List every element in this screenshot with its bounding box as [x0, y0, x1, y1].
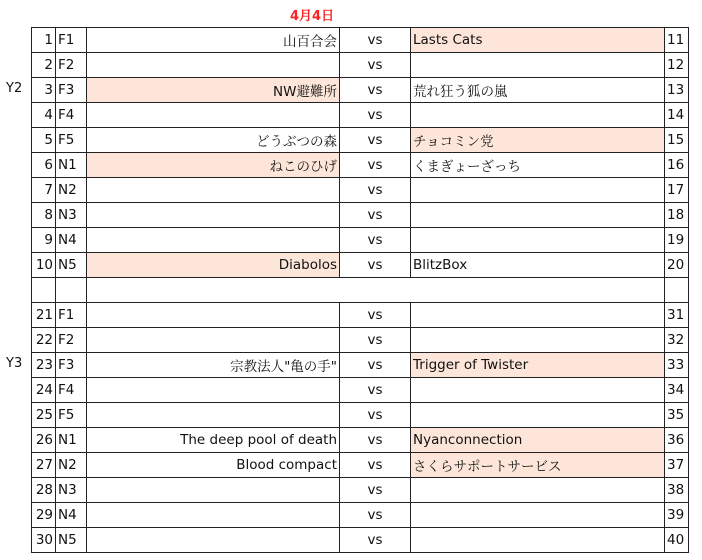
away-team-cell[interactable]: 荒れ狂う狐の嵐	[411, 78, 665, 103]
court-code-cell[interactable]: F4	[56, 103, 87, 128]
table-row	[32, 128, 689, 153]
away-team-cell[interactable]	[411, 103, 665, 128]
table-row	[32, 28, 689, 53]
away-team-cell[interactable]: Trigger of Twister	[411, 353, 665, 378]
court-code-cell[interactable]: N2	[56, 453, 87, 478]
table-row	[32, 53, 689, 78]
away-team-cell[interactable]: チョコミン党	[411, 128, 665, 153]
match-number-cell[interactable]: 8	[32, 203, 56, 228]
match-number-cell[interactable]: 6	[32, 153, 56, 178]
empty-cell[interactable]	[665, 278, 689, 303]
home-team-cell[interactable]: Blood compact	[87, 453, 340, 478]
away-team-cell[interactable]	[411, 53, 665, 78]
table-row	[32, 528, 689, 553]
home-team-cell[interactable]: 宗教法人"亀の手"	[87, 353, 340, 378]
match-schedule-body	[32, 28, 689, 553]
match-number-right-cell[interactable]: 12	[665, 53, 689, 78]
spacer-row	[32, 278, 689, 303]
match-number-right-cell[interactable]: 15	[665, 128, 689, 153]
table-row	[32, 428, 689, 453]
match-number-cell[interactable]: 9	[32, 228, 56, 253]
match-number-right-cell[interactable]: 20	[665, 253, 689, 278]
table-row	[32, 78, 689, 103]
match-number-right-cell[interactable]: 11	[665, 28, 689, 53]
home-team-cell[interactable]	[87, 53, 340, 78]
home-team-cell[interactable]: Diabolos	[87, 253, 340, 278]
away-team-cell[interactable]	[411, 203, 665, 228]
match-number-cell[interactable]: 22	[32, 328, 56, 353]
match-number-cell[interactable]: 30	[32, 528, 56, 553]
match-number-right-cell[interactable]: 32	[665, 328, 689, 353]
group-label-y2: Y2	[6, 81, 23, 96]
table-row	[32, 103, 689, 128]
home-team-cell[interactable]	[87, 178, 340, 203]
match-number-right-cell[interactable]: 31	[665, 303, 689, 328]
home-team-cell[interactable]	[87, 103, 340, 128]
away-team-cell[interactable]	[411, 328, 665, 353]
court-code-cell[interactable]: F2	[56, 53, 87, 78]
vs-cell[interactable]: vs	[340, 228, 411, 253]
table-row	[32, 203, 689, 228]
table-row	[32, 503, 689, 528]
vs-cell[interactable]: vs	[340, 403, 411, 428]
home-team-cell[interactable]	[87, 528, 340, 553]
court-code-cell[interactable]: N5	[56, 528, 87, 553]
table-row	[32, 328, 689, 353]
match-number-right-cell[interactable]: 36	[665, 428, 689, 453]
match-number-right-cell[interactable]: 18	[665, 203, 689, 228]
court-code-cell[interactable]: F4	[56, 378, 87, 403]
court-code-cell[interactable]: N1	[56, 428, 87, 453]
away-team-cell[interactable]	[411, 228, 665, 253]
away-team-cell[interactable]: くまぎょーざっち	[411, 153, 665, 178]
home-team-cell[interactable]	[87, 378, 340, 403]
court-code-cell[interactable]: N1	[56, 153, 87, 178]
home-team-cell[interactable]	[87, 328, 340, 353]
match-number-right-cell[interactable]: 37	[665, 453, 689, 478]
table-row	[32, 403, 689, 428]
court-code-cell[interactable]: F3	[56, 353, 87, 378]
vs-cell[interactable]: vs	[340, 428, 411, 453]
home-team-cell[interactable]	[87, 203, 340, 228]
match-number-right-cell[interactable]: 40	[665, 528, 689, 553]
court-code-cell[interactable]: N2	[56, 178, 87, 203]
match-number-cell[interactable]: 4	[32, 103, 56, 128]
match-number-cell[interactable]: 3	[32, 78, 56, 103]
home-team-cell[interactable]	[87, 303, 340, 328]
match-number-cell[interactable]: 24	[32, 378, 56, 403]
away-team-cell[interactable]	[411, 403, 665, 428]
away-team-cell[interactable]	[411, 303, 665, 328]
court-code-cell[interactable]: N5	[56, 253, 87, 278]
empty-cell[interactable]	[56, 278, 87, 303]
away-team-cell[interactable]: さくらサポートサービス	[411, 453, 665, 478]
away-team-cell[interactable]: Nyanconnection	[411, 428, 665, 453]
match-number-right-cell[interactable]: 13	[665, 78, 689, 103]
empty-cell[interactable]	[340, 278, 411, 303]
home-team-cell[interactable]	[87, 503, 340, 528]
table-row	[32, 153, 689, 178]
schedule-date-title: 4月4日	[290, 9, 335, 24]
match-number-right-cell[interactable]: 19	[665, 228, 689, 253]
empty-cell[interactable]	[87, 278, 340, 303]
away-team-cell[interactable]	[411, 378, 665, 403]
vs-cell[interactable]: vs	[340, 253, 411, 278]
match-number-right-cell[interactable]: 17	[665, 178, 689, 203]
court-code-cell[interactable]: F1	[56, 28, 87, 53]
vs-cell[interactable]: vs	[340, 28, 411, 53]
vs-cell[interactable]: vs	[340, 53, 411, 78]
vs-cell[interactable]: vs	[340, 153, 411, 178]
table-row	[32, 478, 689, 503]
court-code-cell[interactable]: N3	[56, 478, 87, 503]
match-number-right-cell[interactable]: 38	[665, 478, 689, 503]
away-team-cell[interactable]	[411, 528, 665, 553]
vs-cell[interactable]: vs	[340, 78, 411, 103]
vs-cell[interactable]: vs	[340, 503, 411, 528]
court-code-cell[interactable]: N3	[56, 203, 87, 228]
empty-cell[interactable]	[411, 278, 665, 303]
home-team-cell[interactable]: ねこのひげ	[87, 153, 340, 178]
away-team-cell[interactable]: BlitzBox	[411, 253, 665, 278]
away-team-cell[interactable]	[411, 478, 665, 503]
court-code-cell[interactable]: N4	[56, 503, 87, 528]
match-number-cell[interactable]: 10	[32, 253, 56, 278]
vs-cell[interactable]: vs	[340, 103, 411, 128]
match-number-cell[interactable]: 27	[32, 453, 56, 478]
match-number-cell[interactable]: 23	[32, 353, 56, 378]
group-label-y3: Y3	[6, 356, 23, 371]
away-team-cell[interactable]	[411, 178, 665, 203]
court-code-cell[interactable]: N4	[56, 228, 87, 253]
away-team-cell[interactable]: Lasts Cats	[411, 28, 665, 53]
match-number-cell[interactable]: 25	[32, 403, 56, 428]
court-code-cell[interactable]: F1	[56, 303, 87, 328]
vs-cell[interactable]: vs	[340, 453, 411, 478]
vs-cell[interactable]: vs	[340, 328, 411, 353]
match-number-cell[interactable]: 28	[32, 478, 56, 503]
court-code-cell[interactable]: F5	[56, 403, 87, 428]
table-row	[32, 303, 689, 328]
table-row	[32, 353, 689, 378]
court-code-cell[interactable]: F2	[56, 328, 87, 353]
home-team-cell[interactable]: NW避難所	[87, 78, 340, 103]
vs-cell[interactable]: vs	[340, 353, 411, 378]
home-team-cell[interactable]	[87, 478, 340, 503]
match-number-right-cell[interactable]: 34	[665, 378, 689, 403]
match-number-cell[interactable]: 29	[32, 503, 56, 528]
home-team-cell[interactable]: どうぶつの森	[87, 128, 340, 153]
empty-cell[interactable]	[32, 278, 56, 303]
match-number-cell[interactable]: 7	[32, 178, 56, 203]
match-number-cell[interactable]: 1	[32, 28, 56, 53]
away-team-cell[interactable]	[411, 503, 665, 528]
vs-cell[interactable]: vs	[340, 178, 411, 203]
home-team-cell[interactable]: The deep pool of death	[87, 428, 340, 453]
home-team-cell[interactable]	[87, 403, 340, 428]
vs-cell[interactable]: vs	[340, 378, 411, 403]
match-number-right-cell[interactable]: 33	[665, 353, 689, 378]
vs-cell[interactable]: vs	[340, 303, 411, 328]
table-row	[32, 178, 689, 203]
home-team-cell[interactable]: 山百合会	[87, 28, 340, 53]
match-number-right-cell[interactable]: 35	[665, 403, 689, 428]
vs-cell[interactable]: vs	[340, 478, 411, 503]
court-code-cell[interactable]: F3	[56, 78, 87, 103]
table-row	[32, 378, 689, 403]
vs-cell[interactable]: vs	[340, 203, 411, 228]
vs-cell[interactable]: vs	[340, 128, 411, 153]
table-row	[32, 253, 689, 278]
match-number-right-cell[interactable]: 14	[665, 103, 689, 128]
match-number-cell[interactable]: 5	[32, 128, 56, 153]
vs-cell[interactable]: vs	[340, 528, 411, 553]
table-row	[32, 228, 689, 253]
match-number-right-cell[interactable]: 39	[665, 503, 689, 528]
table-row	[32, 453, 689, 478]
home-team-cell[interactable]	[87, 228, 340, 253]
court-code-cell[interactable]: F5	[56, 128, 87, 153]
match-schedule-table	[31, 27, 689, 553]
match-number-cell[interactable]: 21	[32, 303, 56, 328]
match-number-right-cell[interactable]: 16	[665, 153, 689, 178]
match-number-cell[interactable]: 2	[32, 53, 56, 78]
match-number-cell[interactable]: 26	[32, 428, 56, 453]
